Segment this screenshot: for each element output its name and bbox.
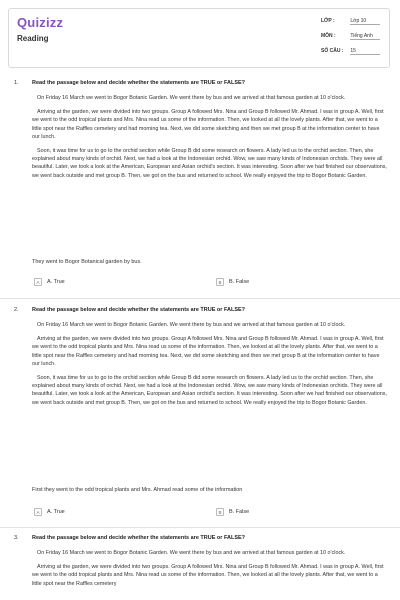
question-prompt: Read the passage below and decide whether the statements are TRUE or FALSE?: [32, 535, 246, 541]
passage-paragraph: Arriving at the garden, we were divided into two groups. Group A followed Mrs. Nina and Group B followed Mr. Ahmad. I was in group A. Well, first we went to the odd tropical plants and Mrs. Nina read us some of the information. Then, we looked at all the lovely plants. After that, we went to a little spot near the Raffles cemetery and had morning tea. Next, we did some sketching and then we met group B at the information center to have our lunch.: [32, 109, 384, 140]
option-label: B. False: [229, 279, 250, 285]
question-divider: [0, 527, 400, 528]
passage-paragraph: Soon, it was time for us to go to the orchid section while Group B did some research on flowers. A lady led us to the orchid section. Then, she explained about many kinds of orchid. Next, we had a look at the Indonesian orchid. Wow, we saw many kinds of Indonesian orchids. They were all beautiful. Later, we took a look at the American, European and Asian orchid's section. It was interesting. Soon after we had finished our observations, we went back outside and met group B. Then, we got on the bus and returned to school. We really enjoyed the trip to Bogor Botanic Garden.: [32, 148, 387, 179]
question-3: [14, 535, 392, 600]
question-1: [14, 80, 392, 295]
option-label: B. False: [229, 509, 250, 515]
meta-count: [321, 48, 380, 55]
quizizz-logo: Quizizz: [17, 15, 64, 30]
meta-subject-value: Tiếng Anh: [350, 33, 380, 40]
question-prompt: Read the passage below and decide whether the statements are TRUE or FALSE?: [32, 307, 246, 313]
option-checkbox[interactable]: A: [34, 278, 42, 286]
meta-class-value: Lớp 10: [350, 18, 380, 25]
passage-paragraph: Soon, it was time for us to go to the orchid section while Group B did some research on flowers. A lady led us to the orchid section. Then, she explained about many kinds of orchid. Next, we had a look at the Indonesian orchid. Wow, we saw many kinds of Indonesian orchids. They were all beautiful. Later, we took a look at the American, European and Asian orchid's section. It was interesting. Soon after we had finished our observations, we went back outside and met group B. Then, we got on the bus and returned to school. We really enjoyed the trip to Bogor Botanic Garden.: [32, 375, 387, 406]
question-statement: First they went to the odd tropical plants and Mrs. Ahmad read some of the information: [32, 487, 243, 493]
question-prompt: Read the passage below and decide whether the statements are TRUE or FALSE?: [32, 80, 246, 86]
passage-paragraph: Arriving at the garden, we were divided into two groups. Group A followed Mrs. Nina and Group B followed Mr. Ahmad. I was in group A. Well, first we went to the odd tropical plants and Mrs. Nina read us some of the information. Then, we looked at all the lovely plants. After that, we went to a little spot near the Raffles cemetery and had morning tea. Next, we did some sketching and then we met group B at the information center to have our lunch.: [32, 336, 384, 367]
reading-passage: [32, 549, 388, 594]
meta-count-label: SỐ CÂU :: [321, 48, 344, 54]
meta-count-value: 15: [350, 48, 380, 55]
question-statement: They went to Bogor Botanical garden by bus.: [32, 259, 142, 265]
meta-class: [321, 18, 380, 25]
passage-paragraph: On Friday 16 March we went to Bogor Botanic Garden. We went there by bus and we arrived at that famous garden at 10 o'clock.: [37, 95, 346, 101]
passage-paragraph: On Friday 16 March we went to Bogor Botanic Garden. We went there by bus and we arrived at that famous garden at 10 o'clock.: [37, 550, 346, 556]
option-checkbox[interactable]: B: [216, 508, 224, 516]
meta-subject-label: MÔN :: [321, 33, 336, 39]
option-a[interactable]: [34, 278, 65, 286]
passage-paragraph: Arriving at the garden, we were divided into two groups. Group A followed Mrs. Nina and Group B followed Mr. Ahmad. I was in group A. Well, first we went to the odd tropical plants and Mrs. Nina read us some of the information. Then, we looked at all the lovely plants. After that, we went to a little spot near the Raffles cemetery: [32, 564, 384, 587]
option-checkbox[interactable]: B: [216, 278, 224, 286]
reading-passage: [32, 321, 388, 413]
option-label: A. True: [47, 279, 65, 285]
question-number: 1.: [14, 80, 19, 86]
option-label: A. True: [47, 509, 65, 515]
option-b[interactable]: [216, 278, 249, 286]
document-title: Reading: [17, 34, 49, 43]
option-checkbox[interactable]: A: [34, 508, 42, 516]
option-a[interactable]: [34, 508, 65, 516]
passage-paragraph: On Friday 16 March we went to Bogor Botanic Garden. We went there by bus and we arrived at that famous garden at 10 o'clock.: [37, 322, 346, 328]
question-number: 2.: [14, 307, 19, 313]
question-number: 3.: [14, 535, 19, 541]
question-divider: [0, 298, 400, 299]
meta-class-label: LỚP :: [321, 18, 335, 24]
worksheet-header: [8, 8, 390, 68]
reading-passage: [32, 94, 388, 186]
option-b[interactable]: [216, 508, 249, 516]
meta-subject: [321, 33, 380, 40]
question-2: [14, 307, 392, 522]
